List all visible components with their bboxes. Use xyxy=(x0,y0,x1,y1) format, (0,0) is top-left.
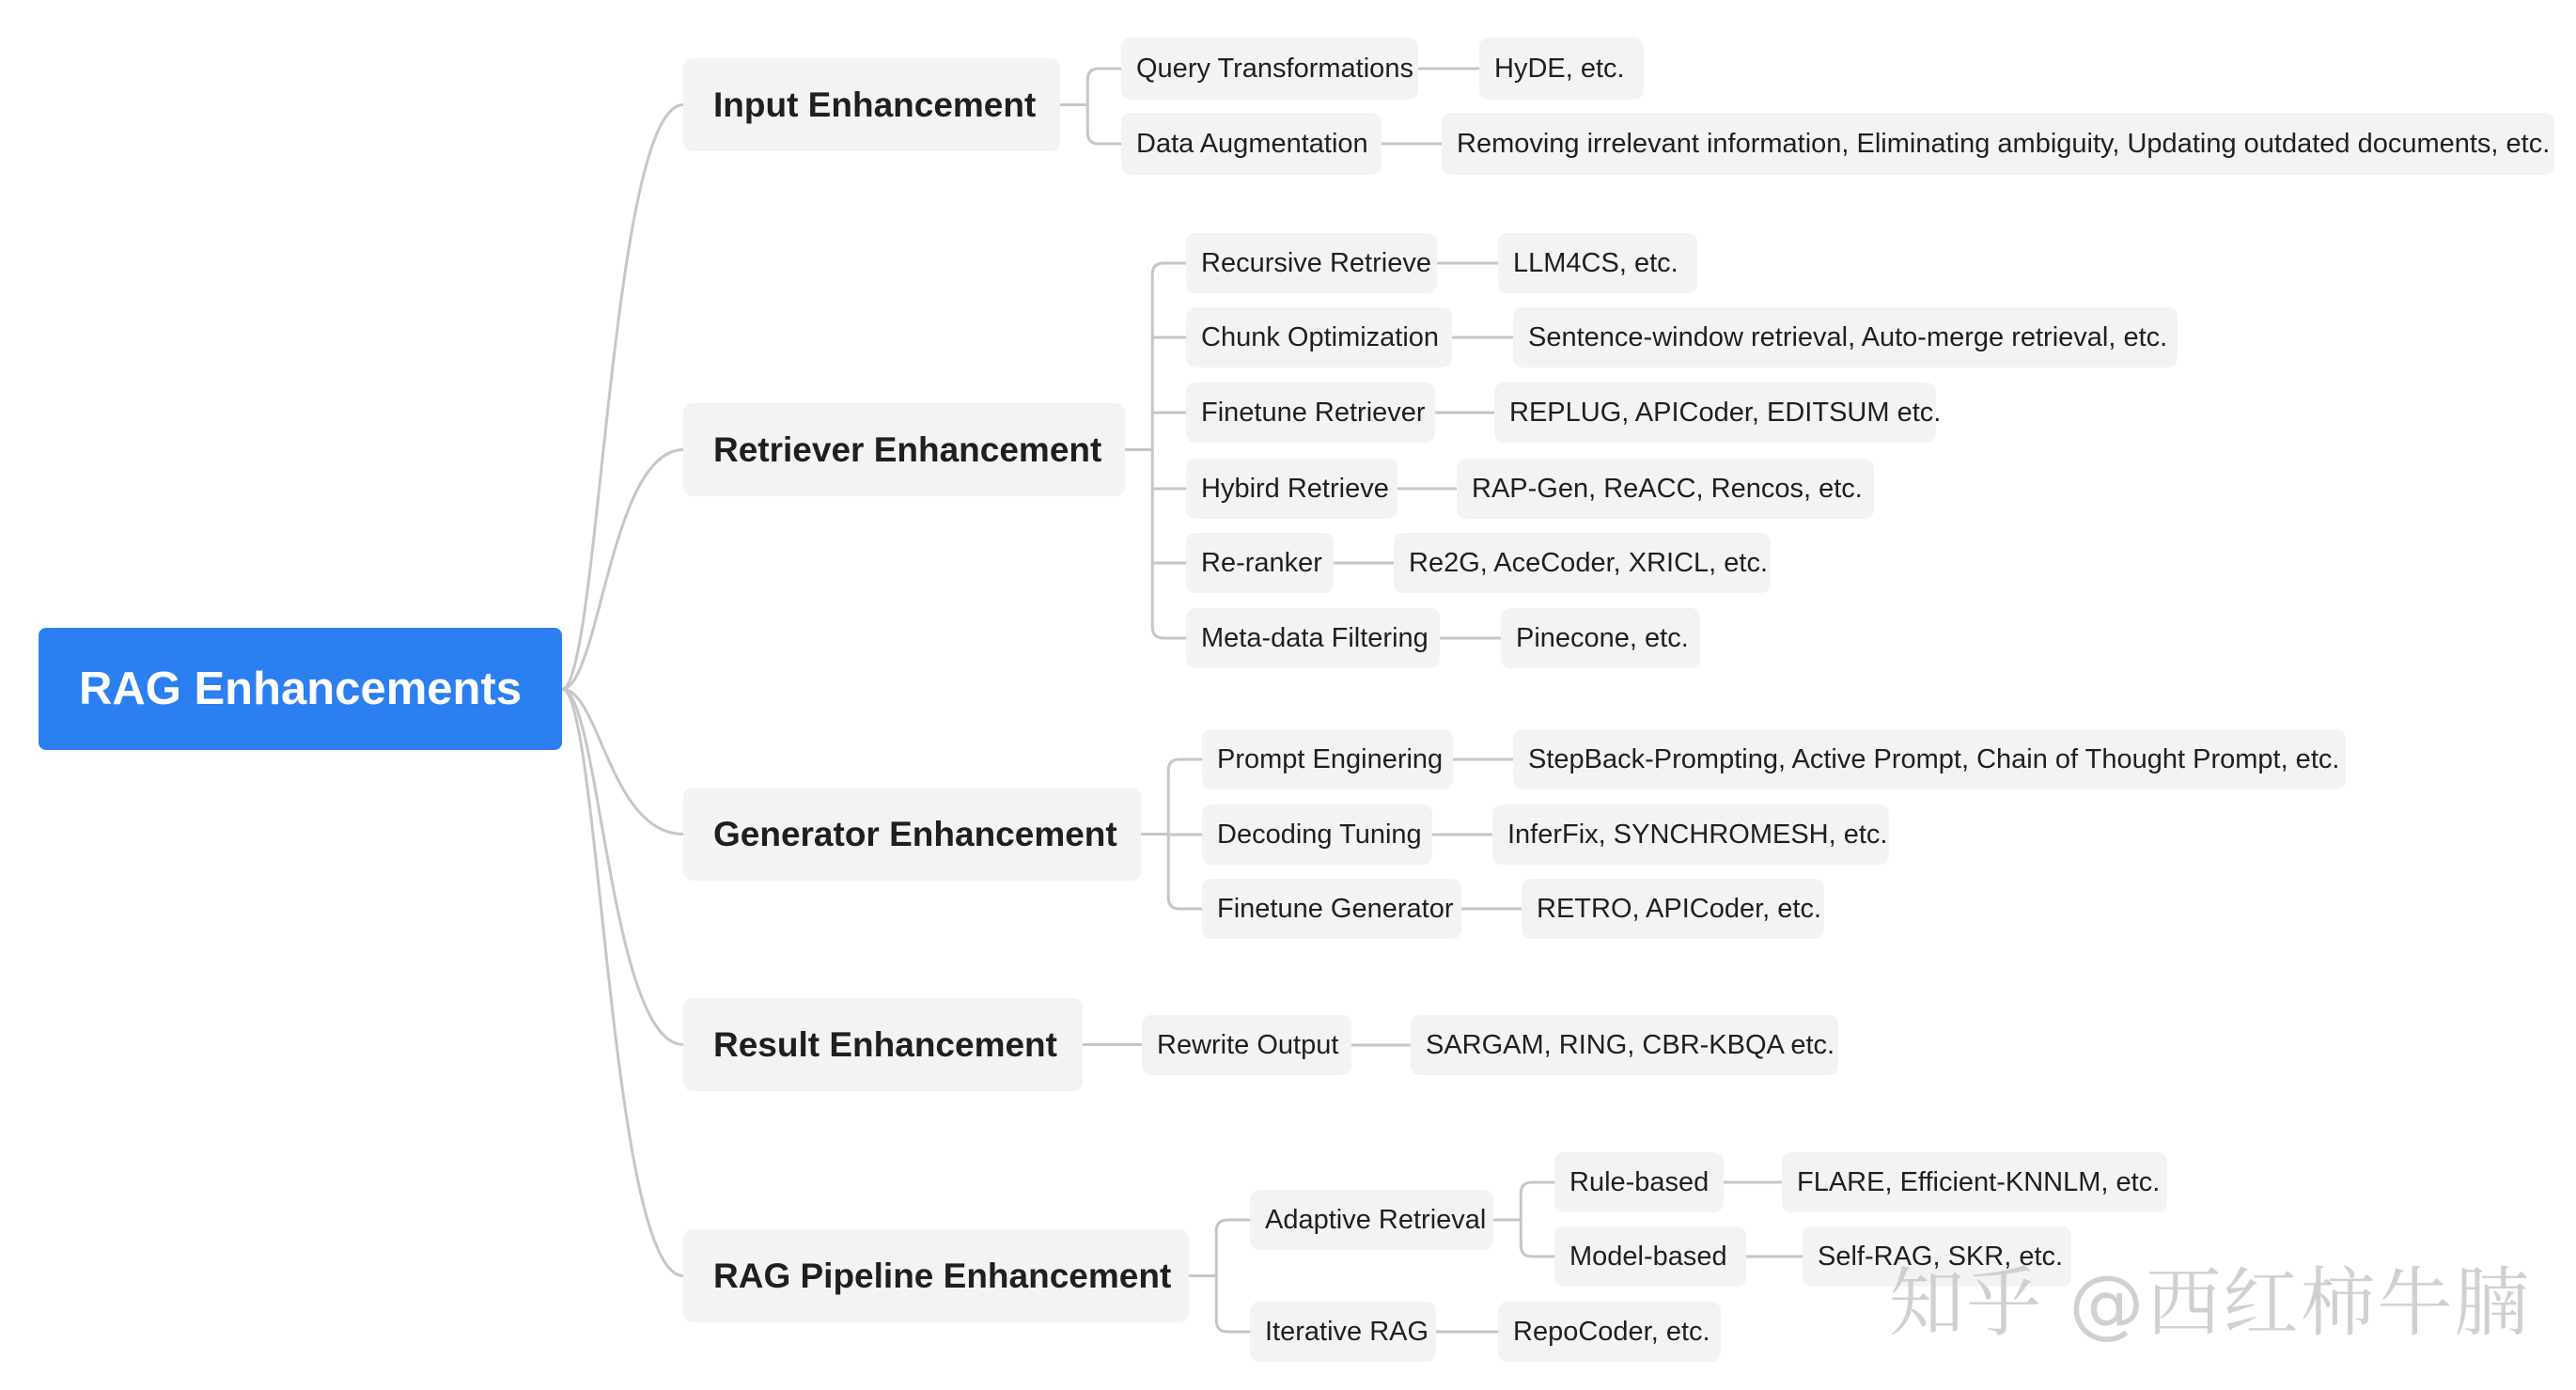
category-input-enhancement[interactable]: Input Enhancement xyxy=(683,58,1060,151)
root-node[interactable]: RAG Enhancements xyxy=(39,628,562,750)
item-rule-based[interactable]: Rule-based xyxy=(1554,1152,1724,1212)
leaf-rule-based[interactable]: FLARE, Efficient-KNNLM, etc. xyxy=(1782,1152,2167,1212)
item-decoding-tuning[interactable]: Decoding Tuning xyxy=(1202,804,1432,865)
watermark: 知乎 @西红柿牛腩 xyxy=(1889,1259,2532,1347)
leaf-query-transformations[interactable]: HyDE, etc. xyxy=(1479,38,1644,100)
connector-pipeline-branch-1 xyxy=(1216,1320,1250,1332)
item-hybird-retrieve[interactable]: Hybird Retrieve xyxy=(1186,459,1397,519)
category-rag-pipeline-enhancement[interactable]: RAG Pipeline Enhancement xyxy=(683,1229,1189,1322)
item-finetune-generator[interactable]: Finetune Generator xyxy=(1202,879,1461,939)
category-generator-enhancement[interactable]: Generator Enhancement xyxy=(683,788,1141,881)
item-chunk-optimization[interactable]: Chunk Optimization xyxy=(1186,307,1452,367)
connector-pipeline-branch-0 xyxy=(1216,1220,1250,1231)
leaf-iterative-rag[interactable]: RepoCoder, etc. xyxy=(1498,1302,1721,1362)
item-prompt-enginering[interactable]: Prompt Enginering xyxy=(1202,729,1453,789)
item-rewrite-output[interactable]: Rewrite Output xyxy=(1142,1015,1351,1075)
connector-root-category-generator-enhancement xyxy=(562,689,683,835)
item-iterative-rag[interactable]: Iterative RAG xyxy=(1250,1302,1436,1362)
item-meta-data-filtering[interactable]: Meta-data Filtering xyxy=(1186,608,1440,668)
item-data-augmentation[interactable]: Data Augmentation xyxy=(1121,113,1382,175)
leaf-data-augmentation[interactable]: Removing irrelevant information, Eliminating ambiguity, Updating outdated documents, etc. xyxy=(1442,113,2554,175)
connector-input-branch-0 xyxy=(1087,69,1121,80)
connector-input-branch-1 xyxy=(1087,133,1121,144)
leaf-prompt-enginering[interactable]: StepBack-Prompting, Active Prompt, Chain of Thought Prompt, etc. xyxy=(1513,729,2346,789)
leaf-chunk-optimization[interactable]: Sentence-window retrieval, Auto-merge retrieval, etc. xyxy=(1513,307,2178,367)
leaf-finetune-generator[interactable]: RETRO, APICoder, etc. xyxy=(1522,879,1824,939)
leaf-hybird-retrieve[interactable]: RAP-Gen, ReACC, Rencos, etc. xyxy=(1457,459,1874,519)
item-re-ranker[interactable]: Re-ranker xyxy=(1186,533,1334,593)
item-finetune-retriever[interactable]: Finetune Retriever xyxy=(1186,383,1435,443)
leaf-rewrite-output[interactable]: SARGAM, RING, CBR-KBQA etc. xyxy=(1411,1015,1838,1075)
item-query-transformations[interactable]: Query Transformations xyxy=(1121,38,1418,100)
item-model-based[interactable]: Model-based xyxy=(1554,1226,1746,1287)
connector-retriever-branch-5 xyxy=(1152,627,1186,638)
leaf-meta-data-filtering[interactable]: Pinecone, etc. xyxy=(1501,608,1700,668)
connector-generator-branch-2 xyxy=(1168,898,1202,909)
connector-adaptive-branch-0 xyxy=(1521,1182,1554,1194)
connector-adaptive-branch-1 xyxy=(1521,1245,1554,1257)
leaf-recursive-retrieve[interactable]: LLM4CS, etc. xyxy=(1498,233,1697,293)
category-result-enhancement[interactable]: Result Enhancement xyxy=(683,998,1083,1091)
leaf-model-based[interactable]: Self-RAG, SKR, etc. xyxy=(1803,1226,2071,1287)
category-retriever-enhancement[interactable]: Retriever Enhancement xyxy=(683,403,1125,496)
leaf-finetune-retriever[interactable]: REPLUG, APICoder, EDITSUM etc. xyxy=(1494,383,1936,443)
connector-generator-branch-0 xyxy=(1168,759,1202,771)
connector-root-category-input-enhancement xyxy=(562,105,683,690)
leaf-re-ranker[interactable]: Re2G, AceCoder, XRICL, etc. xyxy=(1394,533,1771,593)
connector-retriever-branch-0 xyxy=(1152,263,1186,274)
connector-root-category-rag-pipeline-enhancement xyxy=(562,689,683,1276)
leaf-decoding-tuning[interactable]: InferFix, SYNCHROMESH, etc. xyxy=(1492,804,1889,865)
item-recursive-retrieve[interactable]: Recursive Retrieve xyxy=(1186,233,1437,293)
connector-root-category-retriever-enhancement xyxy=(562,450,683,690)
item-adaptive-retrieval[interactable]: Adaptive Retrieval xyxy=(1250,1190,1493,1250)
